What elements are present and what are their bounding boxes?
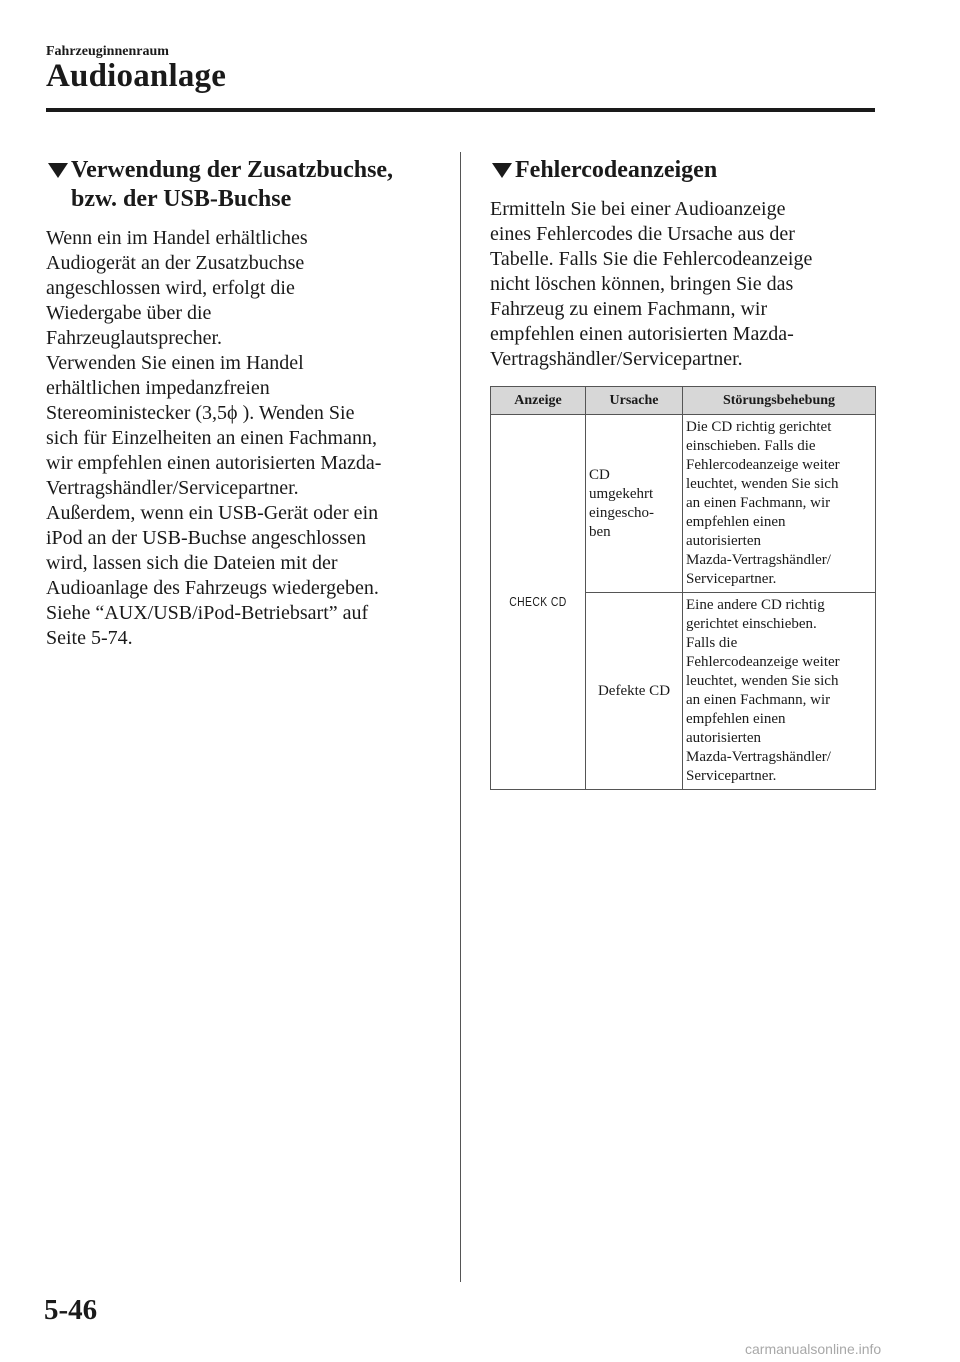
cause-cell <box>586 415 683 593</box>
remedy-line: an einen Fachmann, wir <box>686 692 831 708</box>
table-header-row <box>491 387 876 415</box>
watermark: carmanualsonline.info <box>745 1341 882 1357</box>
text-line: Audioanlage des Fahrzeugs wiedergeben. <box>46 577 379 599</box>
cause-line: umgekehrt <box>589 485 654 502</box>
error-codes-heading-text: Fehlercodeanzeigen <box>515 157 718 183</box>
remedy-line: einschieben. Falls die <box>686 438 816 454</box>
display-code: CHECK CD <box>509 594 567 609</box>
text-line: eines Fehlercodes die Ursache aus der <box>490 223 795 245</box>
remedy-line: Mazda-Vertragshändler/ <box>686 749 831 765</box>
text-line: wir empfehlen einen autorisierten Mazda- <box>46 452 382 474</box>
aux-usb-section <box>46 156 446 651</box>
text-line: Ermitteln Sie bei einer Audioanzeige <box>490 198 786 220</box>
cause-cell <box>586 593 683 790</box>
text-line: Verwenden Sie einen im Handel <box>46 352 304 374</box>
text-line: iPod an der USB-Buchse angeschlossen <box>46 527 366 549</box>
triangle-bullet-icon <box>48 163 68 178</box>
remedy-line: Servicepartner. <box>686 768 777 784</box>
remedy-line: empfehlen einen <box>686 514 786 530</box>
text-line: Wenn ein im Handel erhältliches <box>46 227 308 249</box>
remedy-line: empfehlen einen <box>686 711 786 727</box>
text-line: angeschlossen wird, erfolgt die <box>46 277 295 299</box>
remedy-cell <box>683 593 876 790</box>
remedy-line: an einen Fachmann, wir <box>686 495 831 511</box>
remedy-line: Fehlercodeanzeige weiter <box>686 654 840 670</box>
text-line: empfehlen einen autorisierten Mazda- <box>490 323 794 345</box>
text-line: Wiedergabe über die <box>46 302 212 324</box>
column-header-cause: Ursache <box>586 387 683 415</box>
triangle-bullet-icon <box>492 163 512 178</box>
text-line: Außerdem, wenn ein USB-Gerät oder ein <box>46 502 379 524</box>
remedy-line: Mazda-Vertragshändler/ <box>686 552 831 568</box>
cause-line: eingescho- <box>589 504 654 521</box>
remedy-line: Falls die <box>686 635 738 651</box>
aux-usb-heading-line2: bzw. der USB-Buchse <box>71 186 292 212</box>
aux-usb-heading <box>46 156 446 214</box>
remedy-line: Die CD richtig gerichtet <box>686 419 832 435</box>
text-line: Fahrzeug zu einem Fachmann, wir <box>490 298 768 320</box>
remedy-cell <box>683 415 876 593</box>
column-divider <box>460 152 461 1282</box>
remedy-line: Eine andere CD richtig <box>686 597 825 613</box>
aux-usb-heading-line1: Verwendung der Zusatzbuchse, <box>71 157 394 183</box>
table-row <box>491 415 876 593</box>
cause-line: CD <box>589 466 610 483</box>
remedy-line: autorisierten <box>686 730 761 746</box>
text-line: nicht löschen können, bringen Sie das <box>490 273 794 295</box>
error-codes-section <box>490 156 880 790</box>
text-line: Siehe “AUX/USB/iPod-Betriebsart” auf <box>46 602 369 624</box>
remedy-line: Servicepartner. <box>686 571 777 587</box>
text-line: Audiogerät an der Zusatzbuchse <box>46 252 305 274</box>
header-rule <box>46 108 875 112</box>
text-line: Seite 5-74. <box>46 627 133 649</box>
page-number: 5-46 <box>44 1294 98 1326</box>
chapter-label: Fahrzeuginnenraum <box>46 44 169 59</box>
column-header-display: Anzeige <box>491 387 586 415</box>
column-header-remedy: Störungsbehebung <box>683 387 876 415</box>
text-line: Fahrzeuglautsprecher. <box>46 327 223 349</box>
remedy-line: leuchtet, wenden Sie sich <box>686 476 839 492</box>
text-line: Tabelle. Falls Sie die Fehlercodeanzeige <box>490 248 813 270</box>
text-line: wird, lassen sich die Dateien mit der <box>46 552 338 574</box>
text-line: Stereoministecker (3,5ϕ ). Wenden Sie <box>46 402 355 424</box>
text-line: Vertragshändler/Servicepartner. <box>46 477 299 499</box>
cause-line: ben <box>589 523 611 540</box>
remedy-line: leuchtet, wenden Sie sich <box>686 673 839 689</box>
error-code-table <box>490 386 876 790</box>
text-line: Vertragshändler/Servicepartner. <box>490 348 743 370</box>
display-code-cell <box>491 415 586 790</box>
error-codes-paragraph <box>490 197 880 372</box>
aux-usb-paragraph <box>46 226 446 651</box>
remedy-line: Fehlercodeanzeige weiter <box>686 457 840 473</box>
text-line: erhältlichen impedanzfreien <box>46 377 270 399</box>
page-title: Audioanlage <box>46 58 227 94</box>
remedy-line: gerichtet einschieben. <box>686 616 817 632</box>
error-codes-heading <box>490 156 880 185</box>
remedy-line: autorisierten <box>686 533 761 549</box>
text-line: sich für Einzelheiten an einen Fachmann, <box>46 427 377 449</box>
cause-text: Defekte CD <box>597 682 671 699</box>
